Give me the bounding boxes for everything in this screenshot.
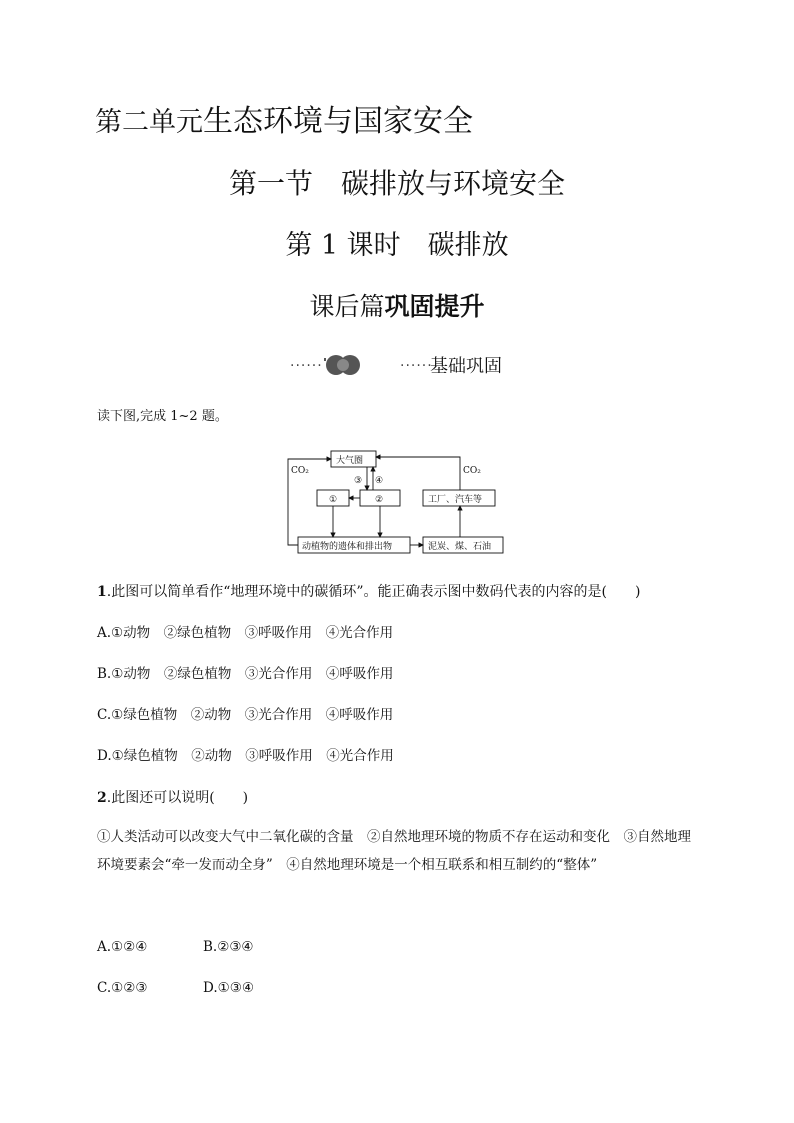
node3-label: ③: [354, 476, 363, 486]
unit-prefix: 第二单元: [95, 107, 203, 138]
after-class-bold: 巩固提升: [384, 292, 485, 321]
q1-option-c: C.①绿色植物 ②动物 ③光合作用 ④呼吸作用: [97, 707, 394, 723]
co2-right-label: CO₂: [463, 466, 481, 476]
after-class-heading: [0, 290, 794, 324]
node1-label: ①: [329, 495, 338, 505]
factory-label: 工厂、汽车等: [428, 495, 483, 505]
remains-label: 动植物的遗体和排出物: [302, 542, 393, 552]
section-title: 第一节 碳排放与环境安全: [228, 167, 565, 200]
unit-title: [95, 102, 473, 143]
fossil-label: 泥炭、煤、石油: [428, 542, 492, 552]
carbon-cycle-diagram: [280, 445, 510, 560]
question-2-text: .此图还可以说明( ): [106, 790, 249, 806]
q2-option-c: C.①②③: [97, 980, 148, 996]
q1-option-a: A.①动物 ②绿色植物 ③呼吸作用 ④光合作用: [97, 625, 394, 641]
node4-label: ④: [375, 476, 384, 486]
node2-label: ②: [375, 495, 384, 505]
lesson-title: 第 1 课时 碳排放: [285, 230, 509, 261]
q2-statements: ①人类活动可以改变大气中二氧化碳的含量 ②自然地理环境的物质不存在运动和变化 ③自然地理环境要素会“牵一发而动全身” ④自然地理环境是一个相互联系和相互制约的“整体”: [97, 829, 691, 873]
co2-left-label: CO₂: [291, 466, 309, 476]
question-1: [97, 582, 640, 602]
q1-option-b: B.①动物 ②绿色植物 ③光合作用 ④呼吸作用: [97, 666, 394, 682]
instruction: 读下图,完成 1~2 题。: [97, 409, 228, 424]
question-1-text: .此图可以简单看作“地理环境中的碳循环”。能正确表示图中数码代表的内容的是( ): [106, 584, 641, 600]
dots-left: ······: [290, 358, 323, 374]
section-marker-icon: [322, 352, 366, 378]
q2-option-b: B.②③④: [203, 939, 254, 955]
question-2: [97, 788, 248, 808]
basic-section-label: 基础巩固: [430, 356, 502, 377]
after-class-normal: 课后篇: [309, 292, 385, 321]
dots-right: ······: [400, 358, 433, 374]
q2-option-d: D.①③④: [203, 980, 254, 996]
q2-option-a: A.①②④: [97, 939, 148, 955]
question-1-number: 1: [97, 584, 107, 600]
unit-name: 生态环境与国家安全: [203, 104, 473, 139]
atmosphere-label: 大气圈: [336, 456, 364, 466]
q1-option-d: D.①绿色植物 ②动物 ③呼吸作用 ④光合作用: [97, 748, 394, 764]
question-2-number: 2: [97, 790, 107, 806]
